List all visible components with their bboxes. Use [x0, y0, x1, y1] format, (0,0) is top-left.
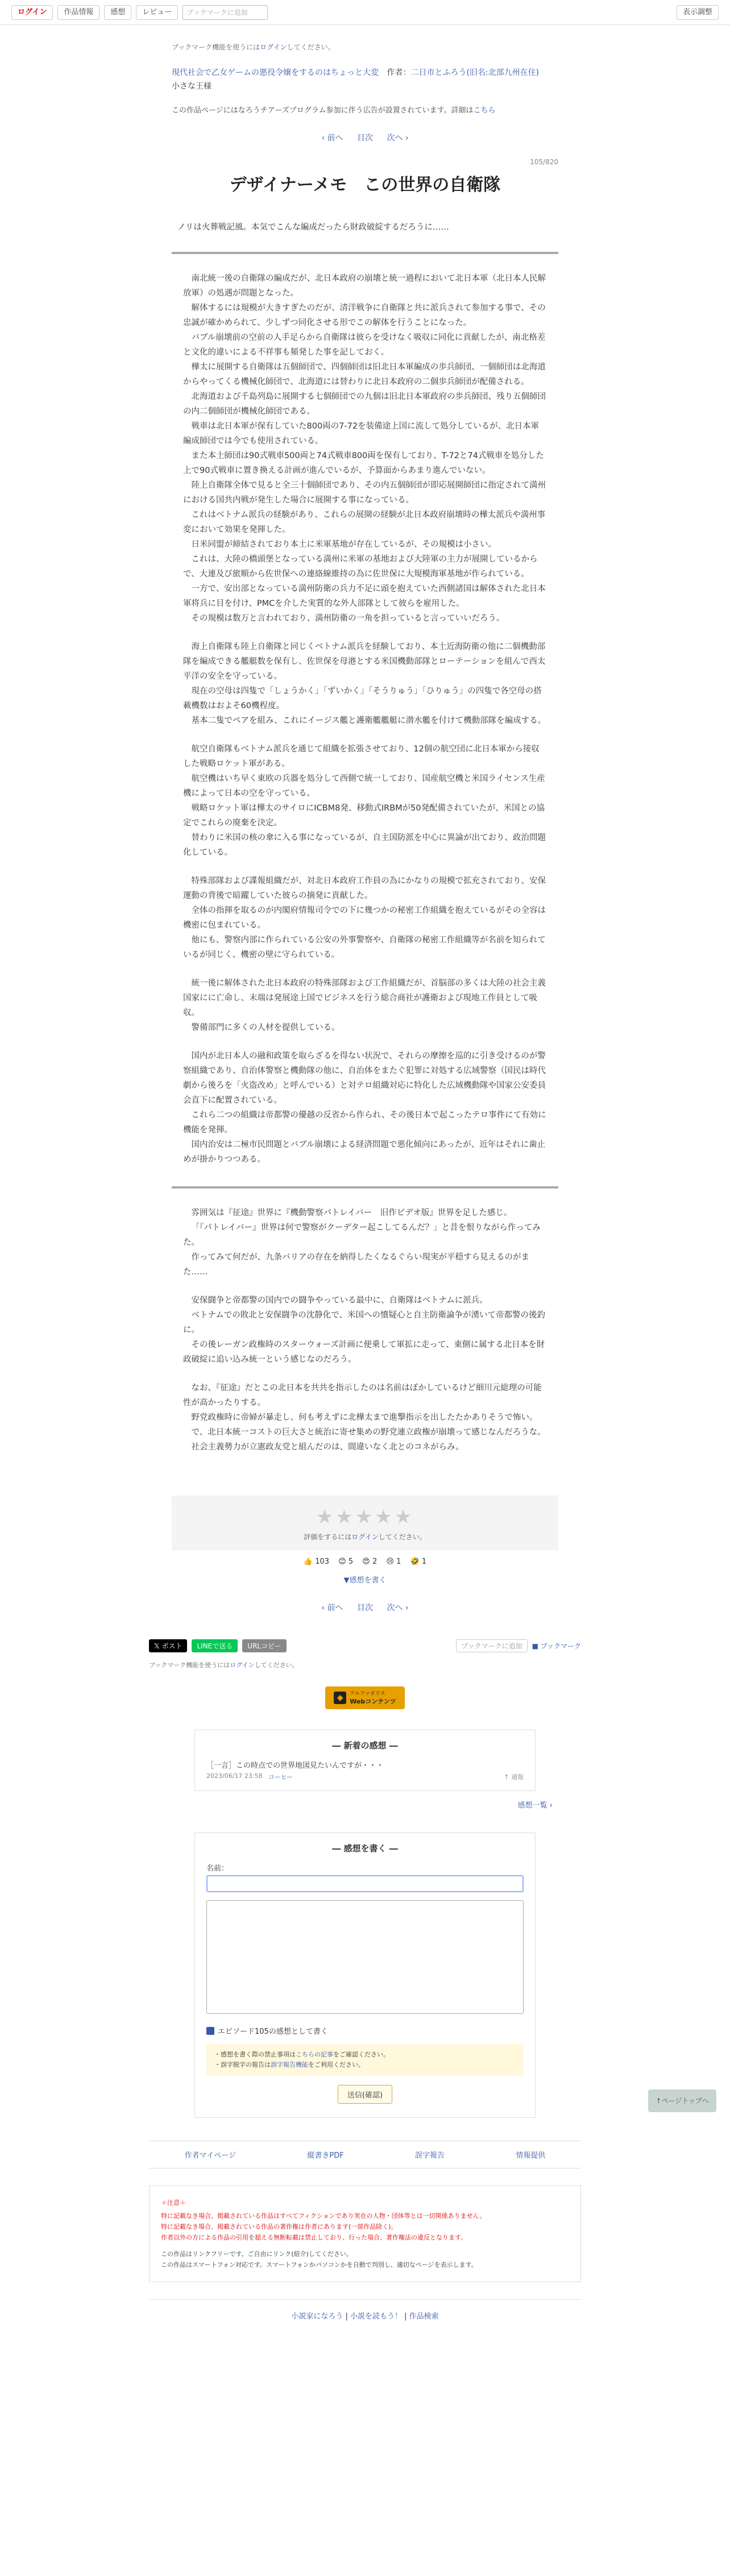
impression-form-title: ― 感想を書く ― — [332, 1843, 398, 1854]
ad-notice-link[interactable]: こちら — [473, 106, 496, 115]
rating-box — [172, 1495, 558, 1551]
prev-link[interactable]: ‹ 前へ — [321, 1603, 343, 1613]
bookmark-button[interactable] — [532, 1641, 581, 1651]
submit-button[interactable]: 送信(確認) — [338, 2085, 392, 2104]
section-ground-forces — [183, 271, 547, 626]
body-paragraph: 特殊部隊および諜報組織だが、対北日本政府工作員の為にかなりの規模で拡充されており、安保運動の背後で暗躍していた彼らの摘発に貢献した。 — [183, 876, 546, 900]
syosetu-link[interactable]: 小説家になろう — [291, 2312, 343, 2321]
caution-title: ＋注意＋ — [161, 2199, 186, 2207]
reaction-laugh[interactable] — [410, 1557, 427, 1566]
prev-link[interactable]: ‹ 前へ — [321, 134, 343, 143]
rules-line-2: ・誤字脱字の報告は誤字報告機能をご利用ください。 — [214, 2061, 364, 2068]
section-special-forces — [183, 874, 547, 962]
write-impression-toggle[interactable]: ▼感想を書く — [343, 1576, 387, 1585]
ad-notice-text: この作品ページにはなろうチアーズプログラム参加に伴う広告が設置されています。詳細は — [172, 106, 474, 115]
body-paragraph: 現在の空母は四隻で「しょうかく」「ずいかく」「そうりゅう」「ひりゅう」の四隻で各空母の搭載機数はおよそ60機程度。 — [183, 687, 542, 711]
typo-report-link[interactable]: 誤字報告機能 — [271, 2061, 308, 2068]
impression-form — [194, 1833, 536, 2118]
preface-divider — [172, 252, 558, 254]
body-paragraph: その後レーガン政権時のスターウォーズ計画に便乗して軍拡に走って、東側に属する北日本を財政破綻に追い込み統一という感じなのだろう。 — [183, 1340, 545, 1364]
body-paragraph: ベトナムでの敗北と安保闘争の沈静化で、米国への憤疑心と自主防衛論争が湧いて帝都警の後釣に。 — [183, 1311, 545, 1335]
rules-line2-prefix: 誤字脱字の報告は — [221, 2061, 271, 2068]
body-paragraph: 野党政権時に帝婦が暴走し、何も考えずに北樺太まで進撃指示を出したたかありそうで怖い。 — [191, 1413, 538, 1422]
reaction-love[interactable] — [362, 1557, 377, 1566]
thumbs-up-icon: 👍 — [303, 1557, 313, 1566]
share-note-suffix: してください。 — [254, 1661, 298, 1669]
new-impressions-title: ― 新着の感想 ― — [332, 1740, 398, 1751]
reaction-count: 5 — [348, 1557, 354, 1566]
top-bar — [0, 0, 730, 25]
rules-article-link[interactable]: こちらの記事 — [296, 2051, 333, 2058]
caution-box — [149, 2186, 581, 2282]
banner-text — [350, 1690, 396, 1705]
all-impressions-link[interactable]: 感想一覧 › — [517, 1801, 553, 1810]
rules-line1-suffix: をご確認ください。 — [333, 2051, 389, 2058]
main-content — [172, 42, 558, 1613]
reaction-cry[interactable] — [386, 1557, 401, 1566]
cry-icon: 😢 — [386, 1557, 394, 1566]
body-paragraph: 日米同盟が締結されており本土に米軍基地が存在しているが、その規模は小さい。 — [191, 540, 496, 549]
body-paragraph: 北海道および千島列島に展開する七個師団での九個は旧北日本軍政府の歩兵師団、残り五個師団の内二個師団が機械化師団である。 — [183, 392, 546, 416]
ad-notice — [172, 104, 558, 115]
toc-link[interactable]: 目次 — [357, 1603, 373, 1613]
ad-banner[interactable] — [325, 1686, 405, 1709]
tab-impressions[interactable]: 感想 — [104, 5, 131, 20]
share-note-text: ブックマーク機能を使うには — [149, 1661, 230, 1669]
impression-entry — [206, 1759, 524, 1781]
info-provide-link[interactable]: 情報提供 — [516, 2151, 546, 2160]
subtitle: 小さな王様 — [172, 82, 211, 91]
rating-login-suffix: してください。 — [378, 1533, 426, 1541]
star-icon[interactable]: ★ — [316, 1506, 336, 1528]
footer-links — [149, 2141, 581, 2168]
section-navy — [183, 639, 547, 728]
bookmark-icon: ■ — [532, 1642, 538, 1650]
share-bookmark-note — [149, 1660, 581, 1669]
body-paragraph: 統一後に解体された北日本政府の特殊部隊および工作組織だが、首脳部の多くは大陸の社会主義国家にに亡命し、末端は発展途上国でビジネスを行う総合商社が護衛および現地工作員として吸収。 — [183, 979, 546, 1017]
reaction-count: 103 — [315, 1557, 330, 1566]
typo-report-footer-link[interactable]: 誤字報告 — [415, 2151, 445, 2160]
body-paragraph: で、北日本統一コストの巨大さと統治に寄せ集めの野党連立政権が崩壊って感じなんだろうな。 — [191, 1428, 546, 1437]
reaction-row — [172, 1557, 558, 1566]
bookmark-note — [172, 42, 558, 52]
login-link[interactable]: ログイン — [260, 43, 287, 51]
body-paragraph: 替わりに米国の核の傘に入る事になっているが、自主国防派を中心に異論が出ており、政治問題化している。 — [183, 833, 546, 857]
reaction-count: 1 — [396, 1557, 401, 1566]
body-paragraph: 全体の指揮を取るのが内閣府情報司令での下に幾つかの秘密工作組織を抱えているがその全容は機密に包まれている。 — [183, 906, 546, 930]
caution-line-1: この作品はリンクフリーです。ご自由にリンク(紹介)してください。 — [161, 2250, 352, 2258]
body-paragraph: 海上自衛隊も陸上自衛隊と同じくベトナム派兵を経験しており、本土近海防衛の他に二個機動部隊を編成できる艦艇数を保有し、佐世保を母港とする米国機動部隊とローテーションを組んで西太平洋の安全を守っている。 — [183, 642, 546, 681]
banner-logo-icon: ◆ — [334, 1692, 346, 1704]
body-paragraph: 航空自衛隊もベトナム派兵を通じて組織を拡張させており、12個の航空団に北日本軍から接収した戦略ロケット軍がある。 — [183, 745, 540, 768]
bottom-links: 小説家になろう | 小説を読もう！ | 作品検索 — [149, 2299, 581, 2321]
tab-login[interactable]: ログイン — [11, 5, 53, 20]
share-login-link[interactable]: ログイン — [230, 1661, 255, 1669]
episode-checkbox-row[interactable] — [206, 2025, 524, 2036]
yomou-link[interactable]: 小説を読もう！ — [350, 2312, 402, 2321]
checkbox-label: エピソード105の感想として書く — [218, 2027, 328, 2036]
author-mypage-link[interactable]: 作者マイページ — [184, 2151, 237, 2160]
body-paragraph: 基本二隻でペアを組み、これにイージス艦と護衛艦艦艇に潜水艦を付けて機動部隊を編成する。 — [191, 716, 546, 725]
body-paragraph: また本土師団は90式戦車500両と74式戦車800両を保有しており、T-72と74式戦車を処分した上で90式戦車に置き換える計画が進んでいるが、予算面からあまり進んでいない。 — [183, 451, 544, 475]
report-link[interactable]: ↑ 通報 — [504, 1773, 524, 1781]
body-paragraph: 安保闘争と帝都警の国内での闘争やっている最中に、自衛隊はベトナムに派兵。 — [191, 1296, 488, 1305]
rating-stars — [172, 1506, 558, 1528]
body-paragraph: 他にも、警察内部に作られている公安の外事警察や、自衛隊の秘密工作組織等が名前を知られているが同じく、機密の壁に守られている。 — [183, 936, 546, 959]
caution-red-1: 特に記載なき場合、掲載されている作品はすべてフィクションであり実在の人物・団体等とは一切関係ありません。 — [161, 2212, 486, 2220]
search-link[interactable]: 作品検索 — [409, 2312, 439, 2321]
banner-line2: Webコンテンツ — [350, 1698, 396, 1705]
author-link[interactable]: 二日市とふろう(旧名:北部九州在住) — [410, 68, 540, 77]
rating-login-note — [172, 1532, 558, 1542]
reaction-count: 2 — [372, 1557, 378, 1566]
share-bar — [149, 1639, 581, 1652]
afterword-part-1 — [183, 1206, 547, 1279]
star-icon[interactable]: ★ — [335, 1506, 355, 1528]
impression-textarea[interactable] — [206, 1900, 524, 2014]
body-paragraph: バブル崩壊前の空前の人手足らから自衛隊は彼らを受けなく吸収に同化に貢献したが、南北格差と文化的違いによる不祥事も頻発した事を記しておく。 — [183, 333, 546, 357]
checkbox[interactable] — [206, 2027, 214, 2035]
body-paragraph: これら二つの組織は帝都警の優越の反省から作られ、その後日本で起こったテロ事件にて有効に機能を発揮。 — [183, 1111, 546, 1135]
bookmark-label: ブックマーク — [540, 1642, 581, 1650]
rating-login-link[interactable]: ログイン — [351, 1533, 379, 1541]
rating-login-prefix: 評価をするには — [304, 1533, 352, 1541]
body-paragraph: これはベトナム派兵の経験があり、これらの展開の経験が北日本政府崩壊時の樺太派兵や満州事変において効果を発揮した。 — [183, 510, 546, 534]
new-impressions-box — [194, 1730, 536, 1791]
body-paragraph: 戦車は北日本軍が保有していた800両の7-72を装備途上国に流して処分しているが、北日本軍編成師団では今でも使用されている。 — [183, 422, 540, 446]
author-label: 作者： — [387, 68, 411, 77]
rules-line2-suffix: をご利用ください。 — [308, 2061, 364, 2068]
impression-author-link[interactable]: コーヒー — [268, 1773, 293, 1781]
episode-title: デザイナーメモ この世界の自衛隊 — [229, 175, 501, 195]
body-paragraph: 「『パトレイバー』世界は何で警察がクーデター起こしてるんだ？」と昔を恨りながら作ってみた。 — [183, 1223, 541, 1247]
body-paragraph: これは、大陸の橋頭堡となっている満州に米軍の基地および大陸軍の主力が展開しているからで、大連及び旅順から佐世保への連絡線維持の為に佐世保に大規模海軍基地が作られている。 — [183, 555, 538, 579]
section-police — [183, 1049, 547, 1167]
series-info — [172, 67, 558, 78]
body-paragraph: 戦略ロケット軍は樺太のサイロにICBM8発、移動式IRBMが50発配備されていたが、米国との協定でこれらの廃棄を決定。 — [183, 804, 545, 828]
section-air-force — [183, 742, 547, 860]
rules-line-1: ・感想を書く際の禁止事項はこちらの記事をご確認ください。 — [214, 2051, 389, 2058]
x-post-button[interactable]: 𝕏 ポスト — [149, 1639, 187, 1652]
bookmark-note-text: ブックマーク機能を使うには — [172, 43, 260, 51]
body-paragraph: 陸上自衛隊全体で見ると全三十個師団であり、その内五個師団が即応展開師団に指定されて満州における国共内戦が発生した場合に展開する事になっている。 — [183, 481, 546, 505]
afterword-divider — [172, 1186, 558, 1189]
afterword-part-2 — [183, 1293, 547, 1367]
next-link[interactable]: 次へ › — [387, 134, 409, 143]
body-paragraph: 南北統一後の自衛隊の編成だが、北日本政府の崩壊と統一過程において北日本軍（北日本人民解放軍）の処遇が問題となった。 — [183, 274, 546, 298]
pager-top — [172, 132, 558, 143]
name-label: 名前： — [206, 1864, 229, 1873]
body-paragraph: なお、『征途』だとこの北日本を共共を指示したのは名前はぼかしているけど細川元総理の可能性が高かったりする。 — [183, 1383, 542, 1407]
form-rules — [206, 2044, 524, 2076]
laugh-icon: 🤣 — [410, 1557, 420, 1566]
page-top-button[interactable]: ↑ページトップへ — [648, 2089, 716, 2112]
display-settings-button[interactable]: 表示調整 — [677, 5, 719, 20]
reaction-thumbs[interactable] — [304, 1557, 329, 1566]
episode-body — [172, 271, 558, 1167]
impression-entry-meta — [206, 1772, 524, 1781]
pager-bottom — [172, 1602, 558, 1613]
afterword — [172, 1206, 558, 1455]
body-paragraph: その規模は数万と言われており、満州防衛の一角を担っていると言っていいだろう。 — [191, 614, 505, 623]
reaction-smile[interactable] — [338, 1557, 353, 1566]
section-north-special-forces — [183, 976, 547, 1035]
body-paragraph: 一方で、安出部となっている満州防衛の兵力不足に頭を抱えていた西側諸国は解体された北日本軍将兵に目を付け、PMCを介した実質的な外人部隊として彼らを雇用した。 — [183, 584, 546, 608]
star-icon[interactable]: ★ — [355, 1506, 375, 1528]
body-paragraph: 警備部門に多くの人材を提供している。 — [191, 1023, 340, 1032]
body-paragraph: 社会主義勢力が立憲政友党と組んだのは、間違いなく北とのコネがらみ。 — [191, 1443, 464, 1452]
afterword-part-3 — [183, 1381, 547, 1455]
impression-entry-text: ［一言］この時点での世界地図見たいんですが・・・ — [206, 1761, 384, 1770]
preface: ノリは火葬戦記風。本気でこんな編成だったら財政破綻するだろうに…… — [177, 223, 449, 232]
body-paragraph: 国内が北日本人の融和政策を取らざるを得ない状況で、それらの摩擦を巡的に引き受けるのが警察組織であり、自治体警察と機動隊の他に、自治体をまたぐ犯罪に対処する広域警察（国民は時代劇から後ろを「火盗改め」と呼んでいる）と対テロ組織対応に特化した広域機動隊や国家公安委員会直下に配置されている。 — [183, 1052, 546, 1105]
series-title-link[interactable]: 現代社会で乙女ゲームの悪役令嬢をするのはちょっと大変 — [172, 68, 379, 77]
rules-line1-prefix: 感想を書く際の禁止事項は — [221, 2051, 296, 2058]
body-paragraph: 国内治安は二極市民問題とバブル崩壊による経済問題で悪化傾向にあったが、近年はそれに歯止めが掛かりつつある。 — [183, 1140, 546, 1164]
body-paragraph: 樺太に展開する自衛隊は五個師団で、四個師団は旧北日本軍編成の歩兵師団、一個師団は北海道からやってくる機械化師団で、北海道には替わりに北日本政府の二個歩兵師団が配備される。 — [183, 363, 546, 387]
line-share-button[interactable]: LINEで送る — [192, 1639, 238, 1652]
body-paragraph: 解体するには規模が大きすぎたのだが、清洋戦争に自衛隊と共に派兵されて参加する事で、その忠誠が確かめられて、少しずつ同化させる形でこの解体を行うことになった。 — [183, 304, 546, 327]
smile-icon: 😊 — [338, 1557, 346, 1566]
body-paragraph: 雰囲気は『征途』世界に『機動警察パトレイバー 旧作ビデオ版』世界を足した感じ。 — [191, 1208, 512, 1218]
tab-novel-info[interactable]: 作品情報 — [57, 5, 99, 20]
bookmark-add-input[interactable]: ブックマークに追加 — [182, 5, 268, 20]
caution-red-2: 特に記載なき場合、掲載されている作品の著作権は作者にあります(一部作品除く)。 — [161, 2223, 397, 2230]
star-icon[interactable]: ★ — [375, 1506, 395, 1528]
banner-line1: アルファポリス — [350, 1691, 385, 1697]
bookmark-note-suffix: してください。 — [287, 43, 335, 51]
vertical-pdf-link[interactable]: 縦書きPDF — [307, 2151, 344, 2160]
body-paragraph: 作ってみて何だが、九条バリアの存在を納得したくなるぐらい現実が平穏すら見えるのがまた…… — [183, 1253, 529, 1277]
bookmark-add-input[interactable]: ブックマークに追加 — [456, 1639, 527, 1652]
episode-number: 105/820 — [530, 158, 558, 166]
caution-red-3: 作者以外の方による作品の引用を超える無断転載は禁止しており、行った場合、著作権法の違反となります。 — [161, 2234, 467, 2241]
next-link[interactable]: 次へ › — [387, 1603, 409, 1613]
name-input[interactable] — [206, 1875, 524, 1892]
url-copy-button[interactable]: URLコピー — [242, 1639, 286, 1652]
impression-date: 2023/06/17 23:58 — [206, 1772, 263, 1780]
toc-link[interactable]: 目次 — [357, 134, 373, 143]
caution-line-2: この作品はスマートフォン対応です。スマートフォンかパソコンかを自動で判別し、適切なページを表示します。 — [161, 2261, 478, 2268]
tab-review[interactable]: レビュー — [136, 5, 178, 20]
body-paragraph: 航空機はいち早く東欧の兵器を処分して西側で統一しており、国産航空機と米国ライセンス生産機によって日本の空を守っている。 — [183, 774, 545, 798]
star-icon[interactable]: ★ — [394, 1506, 414, 1528]
reaction-count: 1 — [421, 1557, 427, 1566]
heart-eyes-icon: 😍 — [362, 1557, 370, 1566]
